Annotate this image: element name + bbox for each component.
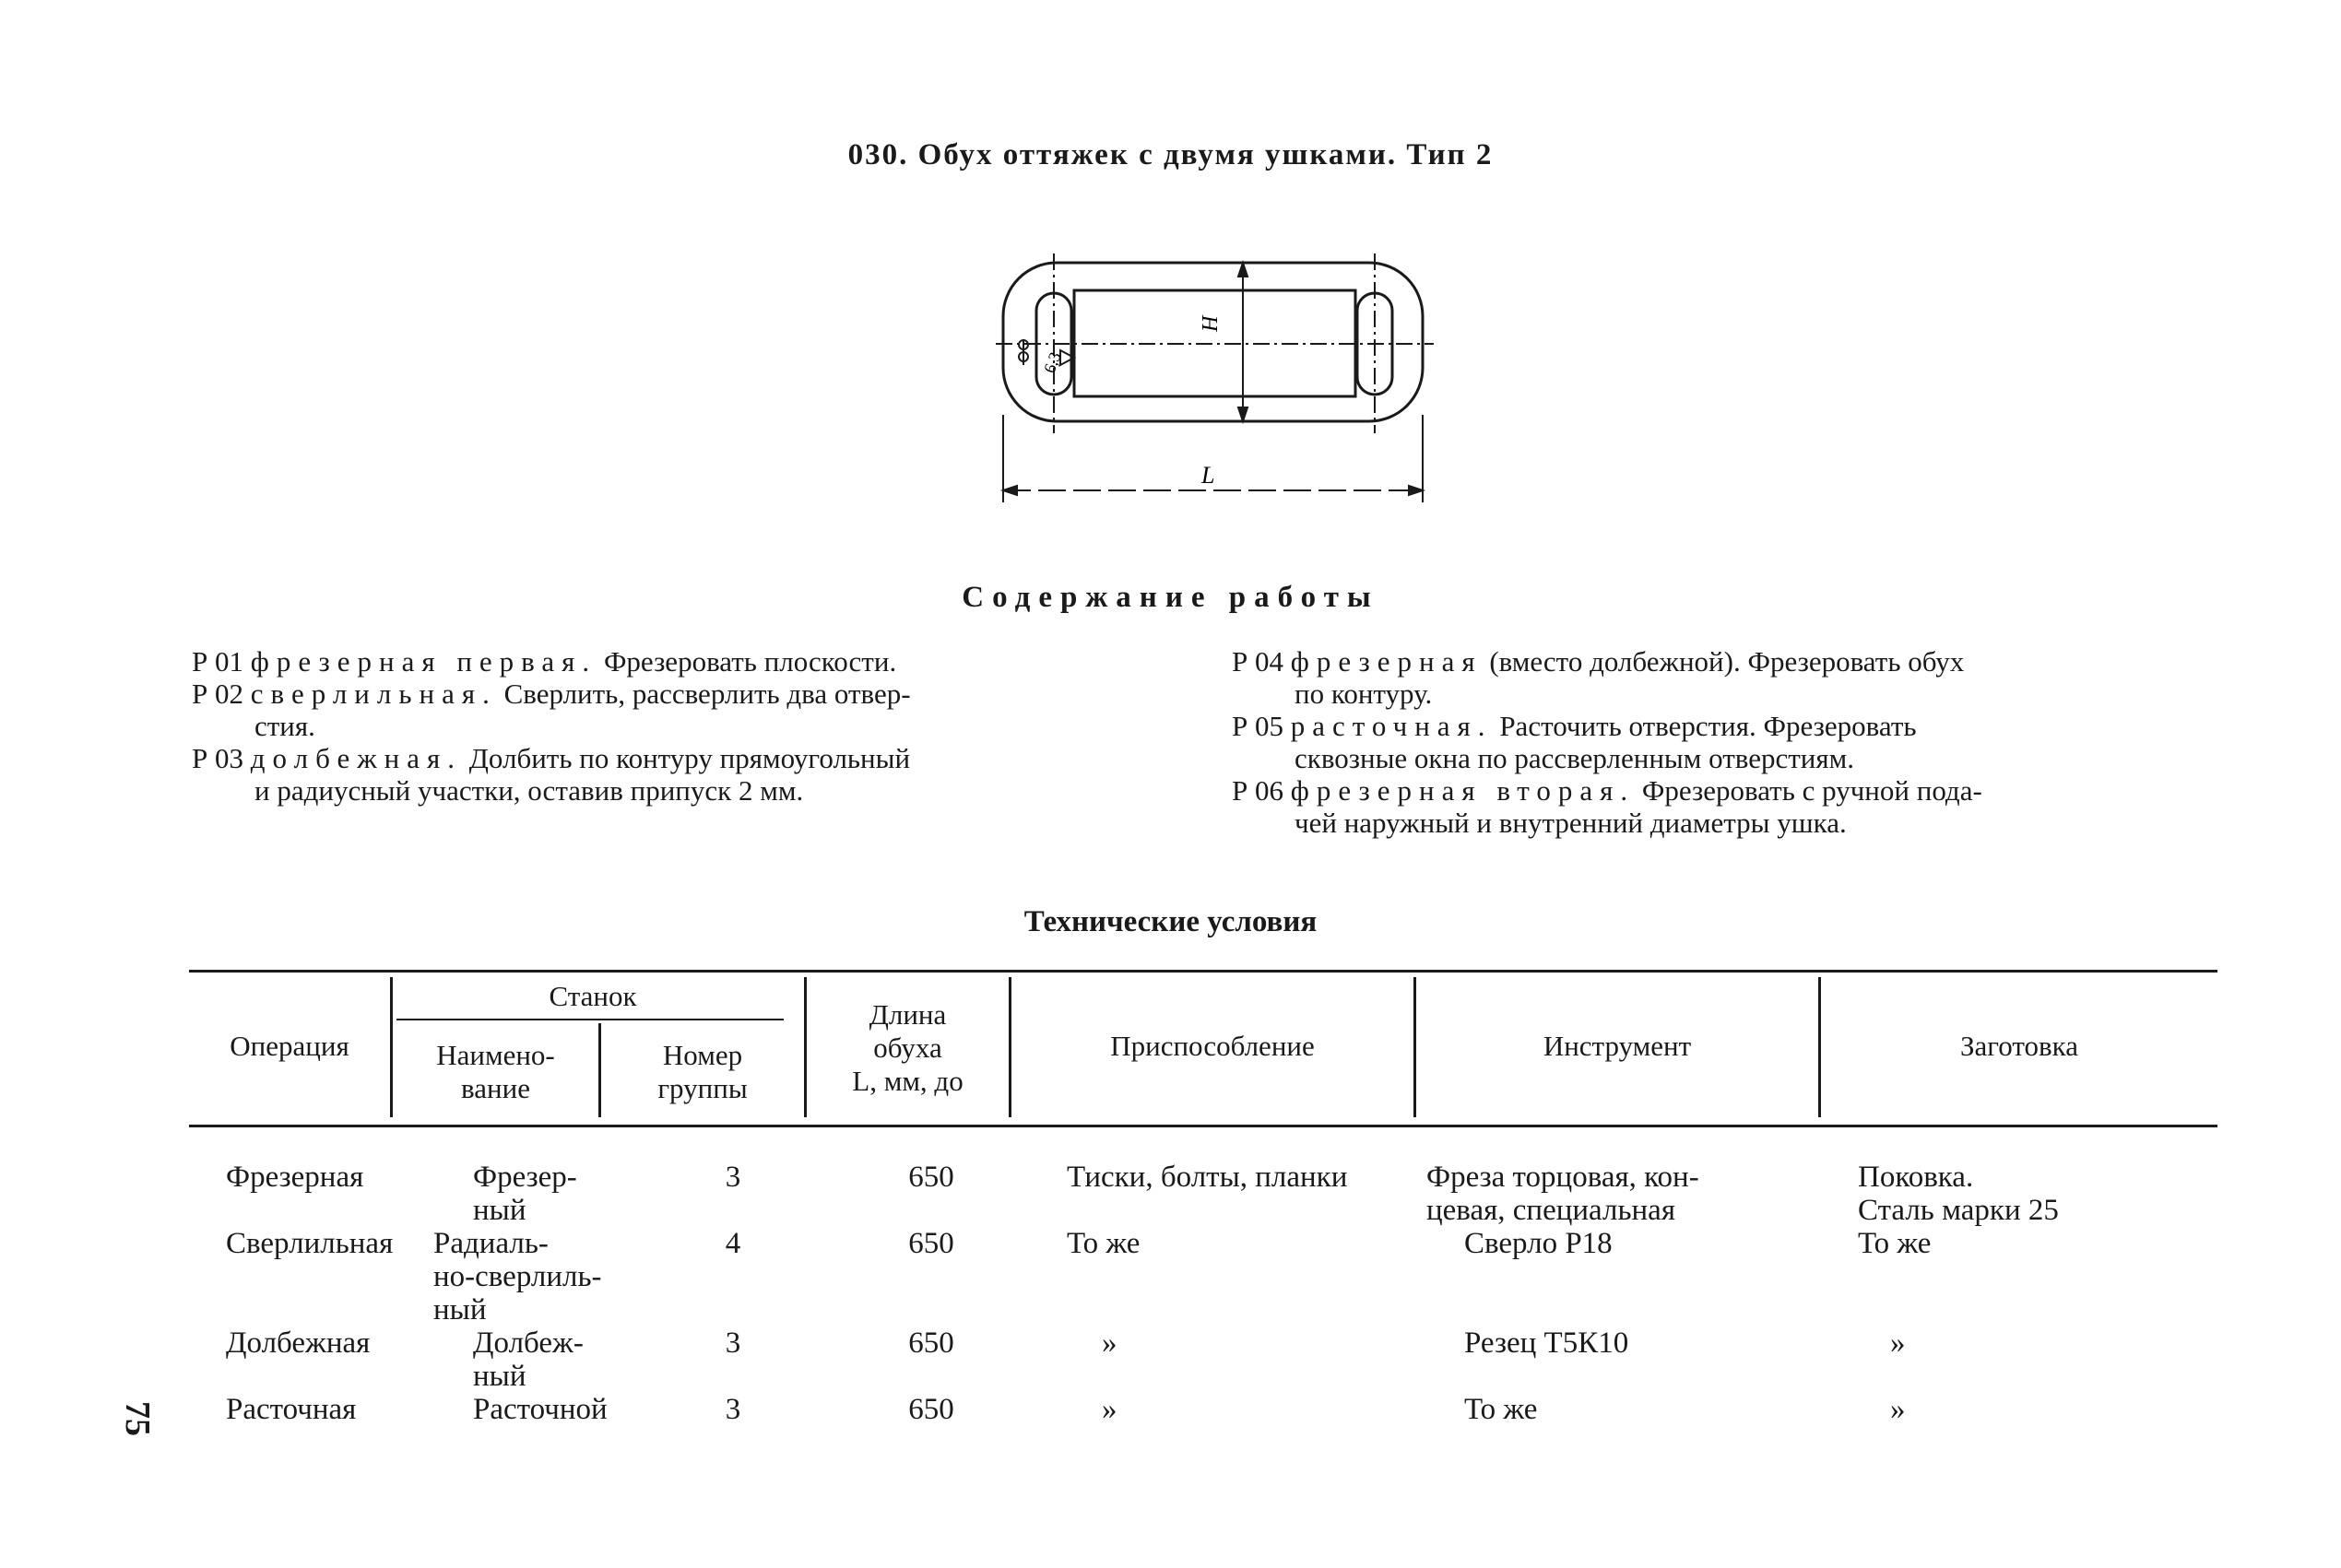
header-machine-name: Наимено- вание (436, 1039, 555, 1104)
operation-p05 (1232, 710, 2221, 774)
header-length: Длина обуха L, мм, до (852, 998, 964, 1097)
operation-name: фрезерная (1290, 645, 1483, 678)
operation-p06 (1232, 774, 2221, 839)
operation-text-continued: сквозные окна по рассверленным отверстиям. (1295, 742, 1854, 774)
machine-group-rule (396, 1019, 784, 1020)
cell-group: 4 (725, 1227, 741, 1260)
operation-p03 (192, 742, 1183, 807)
operation-text: (вместо долбежной). Фрезеровать обух (1489, 645, 1965, 678)
operation-code: Р 04 (1232, 645, 1283, 678)
cell-group: 3 (725, 1393, 741, 1426)
table-top-rule (189, 970, 2217, 973)
cell-operation: Расточная (226, 1393, 357, 1426)
header-tool: Инструмент (1543, 1030, 1692, 1062)
cell-operation: Сверлильная (226, 1227, 394, 1260)
cell-length: 650 (908, 1326, 954, 1360)
cell-operation: Фрезерная (226, 1161, 364, 1194)
operation-name: фрезерная первая. (250, 645, 597, 678)
cell-length: 650 (908, 1227, 954, 1260)
cell-tool: То же (1464, 1393, 1538, 1426)
header-bottom-rule (189, 1125, 2217, 1127)
cell-fixture: » (1102, 1393, 1117, 1426)
operation-code: Р 01 (192, 645, 243, 678)
cell-tool: Сверло Р18 (1464, 1227, 1613, 1260)
cell-tool: Резец Т5К10 (1464, 1326, 1629, 1360)
part-drawing (996, 249, 1438, 516)
cell-group: 3 (725, 1161, 741, 1194)
operation-code: Р 06 (1232, 774, 1283, 807)
operation-text: Сверлить, рассверлить два отвер- (503, 678, 911, 710)
operation-text-continued: стия. (254, 710, 315, 742)
operation-p02 (192, 678, 1183, 742)
operation-text: Фрезеровать плоскости. (603, 645, 897, 678)
cell-fixture: То же (1067, 1227, 1141, 1260)
header-machine: Станок (549, 980, 637, 1012)
cell-tool: Фреза торцовая, кон- цевая, специальная (1426, 1161, 1699, 1227)
operation-text-continued: чей наружный и внутренний диаметры ушка. (1295, 807, 1847, 839)
header-machine-group: Номер группы (657, 1039, 748, 1104)
cell-blank: » (1890, 1393, 1906, 1426)
l-dimension-label: L (1201, 462, 1215, 489)
operation-name: долбежная. (250, 742, 462, 774)
header-operation: Операция (230, 1030, 349, 1062)
header-blank: Заготовка (1960, 1030, 2078, 1062)
operation-text: Расточить отверстия. Фрезеровать (1499, 710, 1917, 742)
operation-text: Фрезеровать с ручной пода- (1641, 774, 1982, 807)
operation-p01 (192, 645, 1183, 678)
operation-code: Р 05 (1232, 710, 1283, 742)
cell-group: 3 (725, 1326, 741, 1360)
header-fixture: Приспособление (1110, 1030, 1315, 1062)
cell-fixture: » (1102, 1326, 1117, 1360)
roughness-value: 6,3 (1039, 349, 1065, 376)
tech-conditions-heading: Технические условия (1023, 905, 1318, 938)
content-heading: Содержание работы (962, 581, 1379, 614)
page-title: 030. Обух оттяжек с двумя ушками. Тип 2 (847, 138, 1494, 171)
operation-text-continued: по контуру. (1295, 678, 1433, 710)
operations-right-column (1232, 645, 2221, 839)
operation-p04 (1232, 645, 2221, 710)
cell-length: 650 (908, 1393, 954, 1426)
cell-machine-name: Расточной (473, 1393, 608, 1426)
operation-code: Р 02 (192, 678, 243, 710)
cell-machine-name: Фрезер- ный (473, 1161, 577, 1227)
operation-name: сверлильная. (250, 678, 497, 710)
cell-blank: Поковка. Сталь марки 25 (1858, 1161, 2059, 1227)
cell-blank: » (1890, 1326, 1906, 1360)
cell-fixture: Тиски, болты, планки (1067, 1161, 1348, 1194)
operation-text: Долбить по контуру прямоугольный (468, 742, 911, 774)
operation-text-continued: и радиусный участки, оставив припуск 2 мм. (254, 774, 804, 807)
cell-length: 650 (908, 1161, 954, 1194)
cell-machine-name: Радиаль- но-сверлиль- ный (433, 1227, 602, 1326)
page-number: 75 (118, 1401, 157, 1436)
h-dimension-label: H (1199, 315, 1223, 332)
cell-blank: То же (1858, 1227, 1932, 1260)
operations-left-column (192, 645, 1183, 807)
operation-code: Р 03 (192, 742, 243, 774)
cell-operation: Долбежная (226, 1326, 371, 1360)
operation-name: расточная. (1290, 710, 1493, 742)
operation-name: фрезерная вторая. (1290, 774, 1636, 807)
cell-machine-name: Долбеж- ный (473, 1326, 584, 1393)
